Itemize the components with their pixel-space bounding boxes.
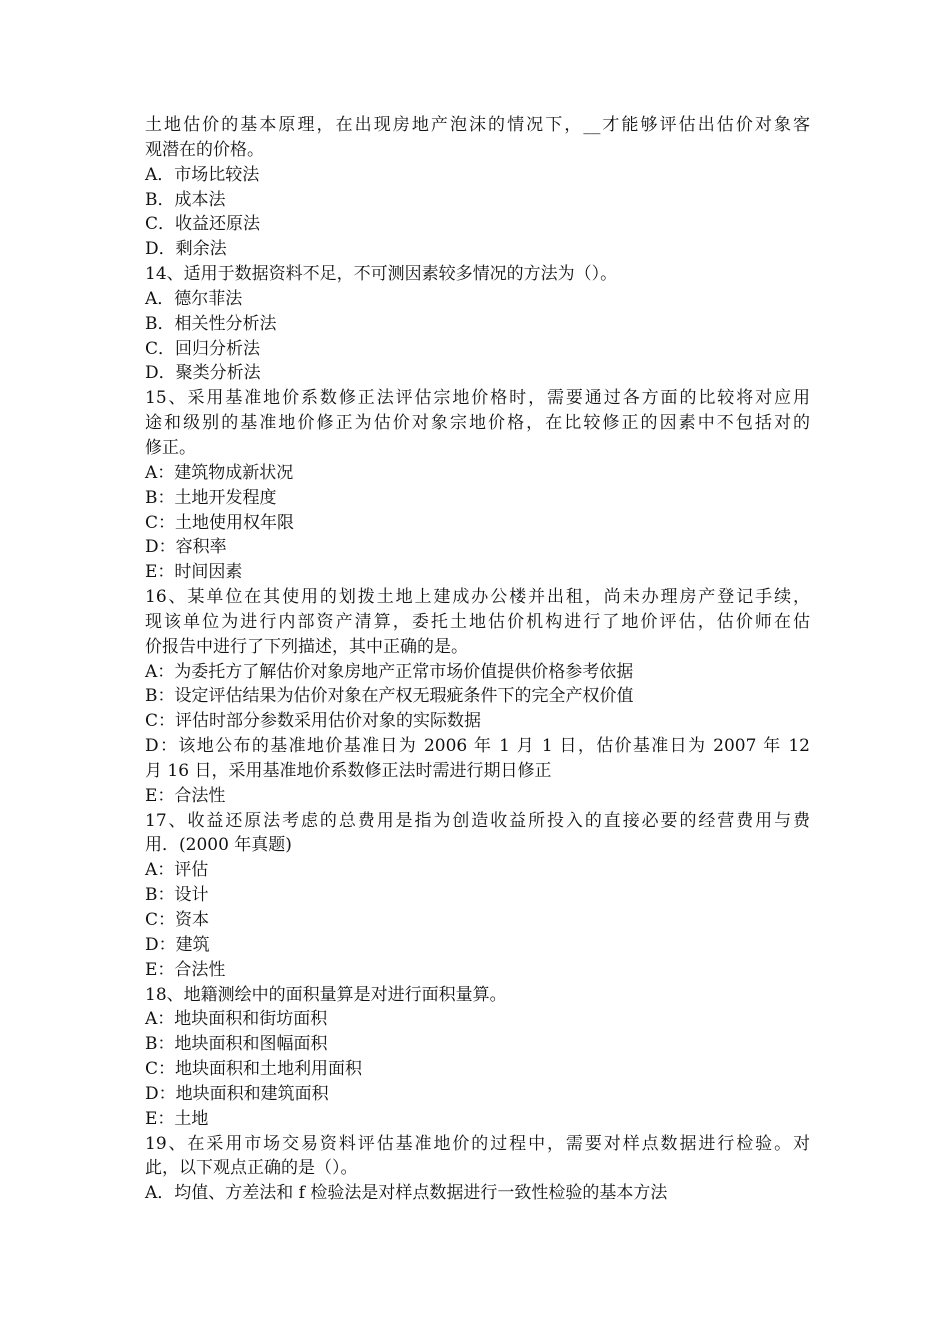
question-16-option-d-line-2: 月 16 日，采用基准地价系数修正法时需进行期日修正	[145, 760, 552, 781]
question-17-option-b: B：设计	[145, 885, 209, 906]
question-14-stem: 14、适用于数据资料不足，不可测因素较多情况的方法为（）。	[145, 264, 618, 285]
question-13-stem-line-1: 土地估价的基本原理，在出现房地产泡沫的情况下，__才能够评估出估价对象客	[145, 115, 810, 135]
question-13-stem-line-2: 观潜在的价格。	[145, 139, 264, 160]
question-13-option-d: D．剩余法	[145, 239, 227, 260]
question-15-option-a: A：建筑物成新状况	[145, 462, 294, 483]
question-15-stem-line-1: 15、采用基准地价系数修正法评估宗地价格时，需要通过各方面的比较将对应用	[145, 388, 810, 409]
question-18-stem: 18、地籍测绘中的面积量算是对进行面积量算。	[145, 984, 507, 1005]
question-15-option-d: D：容积率	[145, 537, 227, 558]
document-body	[145, 113, 810, 1206]
question-16-option-d-line-1: D：该地公布的基准地价基准日为 2006 年 1 月 1 日，估价基准日为 2007 年 12	[145, 736, 810, 757]
question-14-option-a: A．德尔菲法	[145, 288, 243, 309]
question-17-option-c: C：资本	[145, 910, 210, 930]
question-16-stem-line-1: 16、某单位在其使用的划拨土地上建成办公楼并出租，尚未办理房产登记手续，	[145, 587, 810, 608]
question-14-option-b: B．相关性分析法	[145, 313, 277, 334]
question-14-option-c: C．回归分析法	[145, 338, 261, 359]
question-15-option-c: C：土地使用权年限	[145, 512, 295, 533]
question-16-option-e: E：合法性	[145, 785, 226, 806]
question-17-stem-line-1: 17、收益还原法考虑的总费用是指为创造收益所投入的直接必要的经营费用与费	[145, 810, 810, 831]
question-17-option-d: D：建筑	[145, 934, 210, 955]
question-18-option-e: E：土地	[145, 1108, 209, 1129]
question-17-stem-line-2: 用．(2000 年真题)	[145, 835, 292, 856]
question-16-stem-line-2: 现该单位为进行内部资产清算，委托土地估价机构进行了地价评估，估价师在估	[145, 611, 810, 632]
question-15-stem-line-2: 途和级别的基准地价修正为估价对象宗地价格，在比较修正的因素中不包括对的	[145, 413, 810, 434]
question-14-option-d: D．聚类分析法	[145, 363, 261, 384]
question-18-option-b: B：地块面积和图幅面积	[145, 1034, 328, 1055]
question-16-stem-line-3: 价报告中进行了下列描述，其中正确的是。	[145, 636, 468, 657]
question-16-option-c: C：评估时部分参数采用估价对象的实际数据	[145, 711, 482, 732]
question-13-option-c: C．收益还原法	[145, 214, 261, 235]
question-17-option-e: E：合法性	[145, 959, 226, 980]
question-19-stem-line-1: 19、在采用市场交易资料评估基准地价的过程中，需要对样点数据进行检验。对	[145, 1133, 810, 1154]
question-16-option-a: A：为委托方了解估价对象房地产正常市场价值提供价格参考依据	[145, 661, 634, 682]
question-16-option-b: B：设定评估结果为估价对象在产权无瑕疵条件下的完全产权价值	[145, 686, 634, 707]
question-19-option-a: A．均值、方差法和 f 检验法是对样点数据进行一致性检验的基本方法	[145, 1183, 668, 1204]
question-18-option-a: A：地块面积和街坊面积	[145, 1009, 328, 1030]
question-15-option-e: E：时间因素	[145, 562, 243, 583]
question-15-stem-line-3: 修正。	[145, 437, 196, 458]
question-13-option-b: B．成本法	[145, 189, 226, 210]
question-18-option-d: D：地块面积和建筑面积	[145, 1083, 329, 1104]
question-18-option-c: C：地块面积和土地利用面积	[145, 1059, 363, 1080]
question-19-stem-line-2: 此，以下观点正确的是（）。	[145, 1158, 358, 1179]
question-13-option-a: A．市场比较法	[145, 164, 260, 185]
question-17-option-a: A：评估	[145, 860, 209, 881]
question-15-option-b: B：土地开发程度	[145, 487, 277, 508]
